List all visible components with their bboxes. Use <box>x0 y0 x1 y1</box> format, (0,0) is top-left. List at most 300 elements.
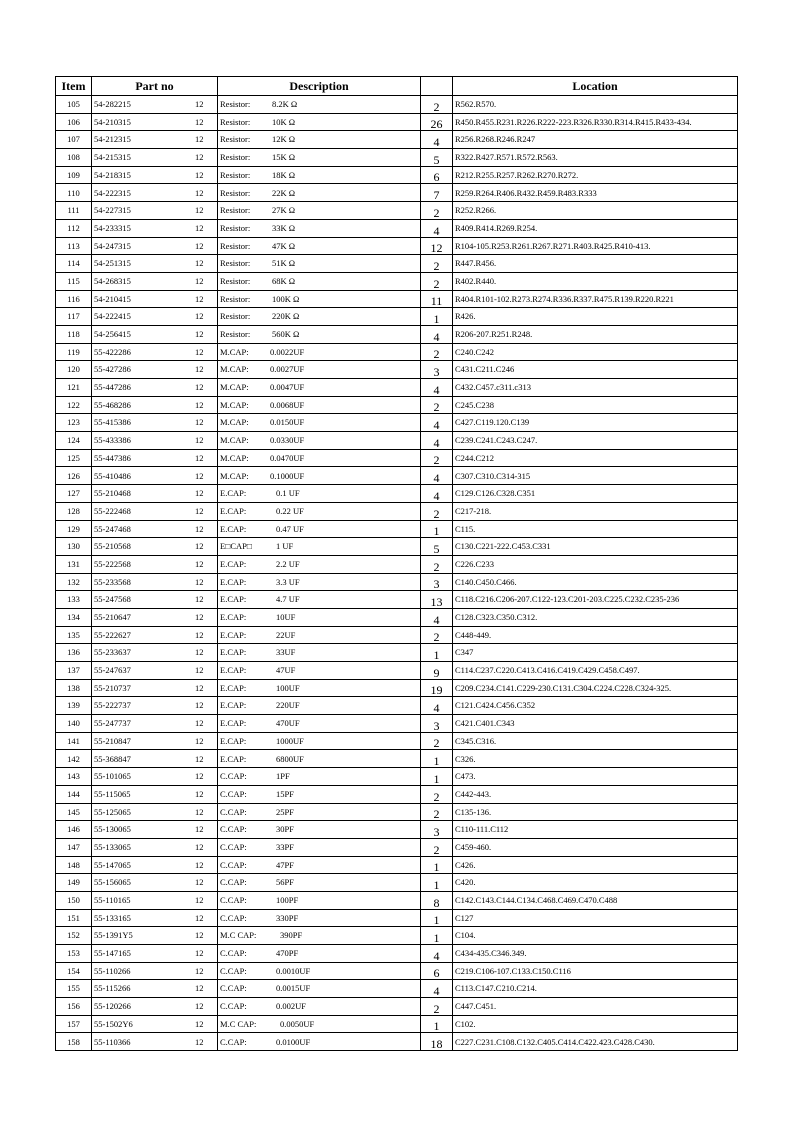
part-number: 55-247568 <box>92 591 182 609</box>
location: C434-435.C346.349. <box>453 945 738 963</box>
quantity: 2 <box>421 838 453 856</box>
part-code: 12 <box>182 449 218 467</box>
location: C326. <box>453 750 738 768</box>
item-number: 119 <box>56 343 92 361</box>
part-number: 55-1502Y6 <box>92 1015 182 1033</box>
part-code: 12 <box>182 1033 218 1051</box>
part-number: 55-210847 <box>92 732 182 750</box>
component-value: 4.7 UF <box>276 594 300 605</box>
component-type: C.CAP: <box>220 841 247 852</box>
part-number: 54-210315 <box>92 113 182 131</box>
quantity: 1 <box>421 520 453 538</box>
component-value: 18K Ω <box>272 169 296 180</box>
quantity: 3 <box>421 715 453 733</box>
component-type: Resistor: <box>220 169 251 180</box>
table-row <box>56 255 738 273</box>
part-code: 12 <box>182 166 218 184</box>
part-number: 55-210647 <box>92 608 182 626</box>
part-code: 12 <box>182 856 218 874</box>
table-row <box>56 1015 738 1033</box>
header-description: Description <box>218 77 421 96</box>
table-row <box>56 520 738 538</box>
quantity: 1 <box>421 750 453 768</box>
location: C129.C126.C328.C351 <box>453 485 738 503</box>
quantity: 2 <box>421 202 453 220</box>
component-value: 10K Ω <box>272 116 296 127</box>
quantity: 5 <box>421 538 453 556</box>
part-number: 55-410486 <box>92 467 182 485</box>
part-code: 12 <box>182 1015 218 1033</box>
description <box>218 998 421 1016</box>
component-value: 33UF <box>276 647 296 658</box>
quantity: 4 <box>421 980 453 998</box>
item-number: 155 <box>56 980 92 998</box>
location: C217-218. <box>453 502 738 520</box>
part-code: 12 <box>182 343 218 361</box>
part-code: 12 <box>182 96 218 114</box>
quantity: 2 <box>421 255 453 273</box>
table-row <box>56 662 738 680</box>
component-type: E.CAP: <box>220 735 247 746</box>
component-type: C.CAP: <box>220 1036 247 1047</box>
quantity: 1 <box>421 1015 453 1033</box>
component-type: Resistor: <box>220 258 251 269</box>
table-row <box>56 591 738 609</box>
component-type: E.CAP: <box>220 612 247 623</box>
part-code: 12 <box>182 644 218 662</box>
description <box>218 555 421 573</box>
part-number: 55-210737 <box>92 679 182 697</box>
location: C240.C242 <box>453 343 738 361</box>
item-number: 151 <box>56 909 92 927</box>
component-value: 1PF <box>276 771 290 782</box>
table-row <box>56 485 738 503</box>
component-type: E.CAP: <box>220 523 247 534</box>
quantity: 2 <box>421 343 453 361</box>
item-number: 113 <box>56 237 92 255</box>
description <box>218 414 421 432</box>
table-row <box>56 874 738 892</box>
description <box>218 768 421 786</box>
quantity: 1 <box>421 768 453 786</box>
location: C142.C143.C144.C134.C468.C469.C470.C488 <box>453 891 738 909</box>
quantity: 2 <box>421 555 453 573</box>
part-number: 55-447286 <box>92 379 182 397</box>
item-number: 154 <box>56 962 92 980</box>
quantity: 1 <box>421 308 453 326</box>
item-number: 127 <box>56 485 92 503</box>
quantity: 3 <box>421 821 453 839</box>
part-number: 54-256415 <box>92 325 182 343</box>
location: C135-136. <box>453 803 738 821</box>
location: R402.R440. <box>453 272 738 290</box>
part-number: 55-222568 <box>92 555 182 573</box>
part-code: 12 <box>182 591 218 609</box>
component-value: 470PF <box>276 948 299 959</box>
table-row <box>56 308 738 326</box>
component-type: M.CAP: <box>220 470 249 481</box>
part-number: 54-268315 <box>92 272 182 290</box>
part-number: 55-368847 <box>92 750 182 768</box>
quantity: 4 <box>421 485 453 503</box>
part-code: 12 <box>182 927 218 945</box>
part-number: 55-1391Y5 <box>92 927 182 945</box>
part-code: 12 <box>182 325 218 343</box>
description <box>218 980 421 998</box>
part-code: 12 <box>182 891 218 909</box>
description <box>218 662 421 680</box>
location: R212.R255.R257.R262.R270.R272. <box>453 166 738 184</box>
table-row <box>56 750 738 768</box>
part-number: 55-422286 <box>92 343 182 361</box>
item-number: 132 <box>56 573 92 591</box>
description <box>218 821 421 839</box>
component-type: C.CAP: <box>220 1001 247 1012</box>
header-location: Location <box>453 77 738 96</box>
location: R450.R455.R231.R226.R222-223.R326.R330.R314.R415.R433-434. <box>453 113 738 131</box>
item-number: 153 <box>56 945 92 963</box>
component-value: 22K Ω <box>272 187 296 198</box>
description <box>218 467 421 485</box>
description <box>218 219 421 237</box>
quantity: 5 <box>421 149 453 167</box>
item-number: 126 <box>56 467 92 485</box>
part-number: 55-101065 <box>92 768 182 786</box>
item-number: 142 <box>56 750 92 768</box>
location: R447.R456. <box>453 255 738 273</box>
quantity: 4 <box>421 131 453 149</box>
item-number: 120 <box>56 361 92 379</box>
location: C130.C221-222.C453.C331 <box>453 538 738 556</box>
item-number: 129 <box>56 520 92 538</box>
component-value: 33PF <box>276 841 294 852</box>
component-type: M.C CAP: <box>220 1018 257 1029</box>
description <box>218 396 421 414</box>
location: R259.R264.R406.R432.R459.R483.R333 <box>453 184 738 202</box>
part-code: 12 <box>182 980 218 998</box>
item-number: 141 <box>56 732 92 750</box>
description <box>218 290 421 308</box>
component-type: E.CAP: <box>220 753 247 764</box>
quantity: 6 <box>421 166 453 184</box>
item-number: 137 <box>56 662 92 680</box>
location: C448-449. <box>453 626 738 644</box>
component-type: C.CAP: <box>220 895 247 906</box>
description <box>218 255 421 273</box>
table-row <box>56 768 738 786</box>
component-value: 56PF <box>276 877 294 888</box>
description <box>218 874 421 892</box>
part-code: 12 <box>182 803 218 821</box>
quantity: 8 <box>421 891 453 909</box>
location: C102. <box>453 1015 738 1033</box>
quantity: 1 <box>421 874 453 892</box>
table-row <box>56 838 738 856</box>
table-row <box>56 96 738 114</box>
table-row <box>56 202 738 220</box>
component-type: E.CAP: <box>220 488 247 499</box>
part-number: 55-247637 <box>92 662 182 680</box>
component-type: E.CAP: <box>220 558 247 569</box>
component-type: C.CAP: <box>220 824 247 835</box>
part-number: 55-156065 <box>92 874 182 892</box>
description <box>218 838 421 856</box>
component-value: 0.0150UF <box>270 417 305 428</box>
part-code: 12 <box>182 662 218 680</box>
component-type: C.CAP: <box>220 859 247 870</box>
quantity: 4 <box>421 414 453 432</box>
item-number: 152 <box>56 927 92 945</box>
component-type: M.CAP: <box>220 346 249 357</box>
location: C426. <box>453 856 738 874</box>
component-value: 0.47 UF <box>276 523 304 534</box>
item-number: 131 <box>56 555 92 573</box>
table-row <box>56 538 738 556</box>
part-code: 12 <box>182 679 218 697</box>
component-value: 0.0068UF <box>270 399 305 410</box>
component-value: 0.0470UF <box>270 452 305 463</box>
component-type: M.CAP: <box>220 417 249 428</box>
component-value: 15PF <box>276 788 294 799</box>
table-row <box>56 396 738 414</box>
table-row <box>56 325 738 343</box>
part-code: 12 <box>182 290 218 308</box>
description <box>218 131 421 149</box>
item-number: 108 <box>56 149 92 167</box>
component-value: 12K Ω <box>272 134 296 145</box>
component-value: 100K Ω <box>272 293 300 304</box>
part-number: 55-115065 <box>92 785 182 803</box>
part-number: 55-130065 <box>92 821 182 839</box>
description <box>218 520 421 538</box>
quantity: 4 <box>421 697 453 715</box>
part-code: 12 <box>182 361 218 379</box>
component-type: M.CAP: <box>220 364 249 375</box>
item-number: 145 <box>56 803 92 821</box>
item-number: 111 <box>56 202 92 220</box>
table-row <box>56 803 738 821</box>
location: C427.C119.120.C139 <box>453 414 738 432</box>
table-row <box>56 184 738 202</box>
part-number: 55-222627 <box>92 626 182 644</box>
component-value: 3.3 UF <box>276 576 300 587</box>
component-value: 0.1000UF <box>270 470 305 481</box>
table-row <box>56 379 738 397</box>
description <box>218 1015 421 1033</box>
item-number: 133 <box>56 591 92 609</box>
component-value: 68K Ω <box>272 275 296 286</box>
location: C245.C238 <box>453 396 738 414</box>
location: R252.R266. <box>453 202 738 220</box>
description <box>218 325 421 343</box>
part-number: 55-110266 <box>92 962 182 980</box>
part-code: 12 <box>182 149 218 167</box>
part-code: 12 <box>182 202 218 220</box>
description <box>218 891 421 909</box>
part-number: 55-222468 <box>92 502 182 520</box>
table-row <box>56 1033 738 1051</box>
part-code: 12 <box>182 608 218 626</box>
part-number: 55-433386 <box>92 432 182 450</box>
table-row <box>56 467 738 485</box>
quantity: 2 <box>421 785 453 803</box>
part-code: 12 <box>182 485 218 503</box>
description <box>218 785 421 803</box>
location: C420. <box>453 874 738 892</box>
component-value: 10UF <box>276 612 296 623</box>
item-number: 130 <box>56 538 92 556</box>
part-number: 55-133165 <box>92 909 182 927</box>
table-row <box>56 732 738 750</box>
component-type: Resistor: <box>220 311 251 322</box>
table-row <box>56 343 738 361</box>
location: C431.C211.C246 <box>453 361 738 379</box>
item-number: 110 <box>56 184 92 202</box>
part-number: 54-251315 <box>92 255 182 273</box>
location: R562.R570. <box>453 96 738 114</box>
table-row <box>56 237 738 255</box>
description <box>218 573 421 591</box>
item-number: 117 <box>56 308 92 326</box>
item-number: 157 <box>56 1015 92 1033</box>
location: C432.C457.c311.c313 <box>453 379 738 397</box>
description <box>218 166 421 184</box>
location: R426. <box>453 308 738 326</box>
component-value: 0.0100UF <box>276 1036 311 1047</box>
component-value: 0.0027UF <box>270 364 305 375</box>
component-type: C.CAP: <box>220 877 247 888</box>
item-number: 123 <box>56 414 92 432</box>
item-number: 134 <box>56 608 92 626</box>
component-type: Resistor: <box>220 240 251 251</box>
table-row <box>56 414 738 432</box>
component-value: 470UF <box>276 718 300 729</box>
table-row <box>56 909 738 927</box>
table-row <box>56 962 738 980</box>
quantity: 2 <box>421 803 453 821</box>
location: C115. <box>453 520 738 538</box>
location: C110-111.C112 <box>453 821 738 839</box>
quantity: 18 <box>421 1033 453 1051</box>
part-code: 12 <box>182 962 218 980</box>
header-row <box>56 77 738 96</box>
component-value: 15K Ω <box>272 152 296 163</box>
bom-table <box>55 76 738 1051</box>
table-row <box>56 573 738 591</box>
component-type: Resistor: <box>220 187 251 198</box>
quantity: 2 <box>421 732 453 750</box>
part-number: 55-210468 <box>92 485 182 503</box>
location: C219.C106-107.C133.C150.C116 <box>453 962 738 980</box>
description <box>218 449 421 467</box>
table-row <box>56 679 738 697</box>
item-number: 115 <box>56 272 92 290</box>
quantity: 1 <box>421 909 453 927</box>
part-code: 12 <box>182 697 218 715</box>
component-value: 0.0047UF <box>270 382 305 393</box>
component-value: 27K Ω <box>272 205 296 216</box>
item-number: 121 <box>56 379 92 397</box>
part-code: 12 <box>182 838 218 856</box>
location: R256.R268.R246.R247 <box>453 131 738 149</box>
description <box>218 184 421 202</box>
location: C140.C450.C466. <box>453 573 738 591</box>
description <box>218 538 421 556</box>
component-value: 0.0022UF <box>270 346 305 357</box>
quantity: 4 <box>421 325 453 343</box>
quantity: 19 <box>421 679 453 697</box>
component-type: E.CAP: <box>220 594 247 605</box>
location: C127 <box>453 909 738 927</box>
item-number: 136 <box>56 644 92 662</box>
location: C209.C234.C141.C229-230.C131.C304.C224.C228.C324-325. <box>453 679 738 697</box>
component-type: C.CAP: <box>220 948 247 959</box>
part-number: 54-218315 <box>92 166 182 184</box>
location: C118.C216.C206-207.C122-123.C201-203.C225.C232.C235-236 <box>453 591 738 609</box>
component-type: E.CAP: <box>220 682 247 693</box>
component-type: Resistor: <box>220 116 251 127</box>
table-row <box>56 555 738 573</box>
part-code: 12 <box>182 750 218 768</box>
part-code: 12 <box>182 502 218 520</box>
component-type: Resistor: <box>220 329 251 340</box>
quantity: 26 <box>421 113 453 131</box>
item-number: 144 <box>56 785 92 803</box>
part-code: 12 <box>182 467 218 485</box>
part-code: 12 <box>182 538 218 556</box>
description <box>218 343 421 361</box>
component-value: 22UF <box>276 629 296 640</box>
description <box>218 485 421 503</box>
table-row <box>56 891 738 909</box>
component-type: E.CAP: <box>220 700 247 711</box>
component-value: 0.0010UF <box>276 965 311 976</box>
item-number: 143 <box>56 768 92 786</box>
component-type: C.CAP: <box>220 983 247 994</box>
part-code: 12 <box>182 998 218 1016</box>
quantity: 9 <box>421 662 453 680</box>
quantity: 3 <box>421 573 453 591</box>
location: C104. <box>453 927 738 945</box>
description <box>218 149 421 167</box>
part-code: 12 <box>182 573 218 591</box>
component-type: M.CAP: <box>220 452 249 463</box>
component-type: E.CAP: <box>220 718 247 729</box>
description <box>218 608 421 626</box>
quantity: 4 <box>421 379 453 397</box>
quantity: 7 <box>421 184 453 202</box>
location: C459-460. <box>453 838 738 856</box>
part-code: 12 <box>182 945 218 963</box>
location: C227.C231.C108.C132.C405.C414.C422.423.C428.C430. <box>453 1033 738 1051</box>
component-type: C.CAP: <box>220 788 247 799</box>
component-type: C.CAP: <box>220 771 247 782</box>
part-number: 55-233637 <box>92 644 182 662</box>
quantity: 3 <box>421 361 453 379</box>
location: C128.C323.C350.C312. <box>453 608 738 626</box>
part-number: 54-222415 <box>92 308 182 326</box>
location: C442-443. <box>453 785 738 803</box>
location: C113.C147.C210.C214. <box>453 980 738 998</box>
component-value: 47PF <box>276 859 294 870</box>
component-type: Resistor: <box>220 152 251 163</box>
component-type: M.CAP: <box>220 399 249 410</box>
table-row <box>56 272 738 290</box>
item-number: 139 <box>56 697 92 715</box>
item-number: 140 <box>56 715 92 733</box>
part-number: 54-247315 <box>92 237 182 255</box>
component-type: Resistor: <box>220 275 251 286</box>
